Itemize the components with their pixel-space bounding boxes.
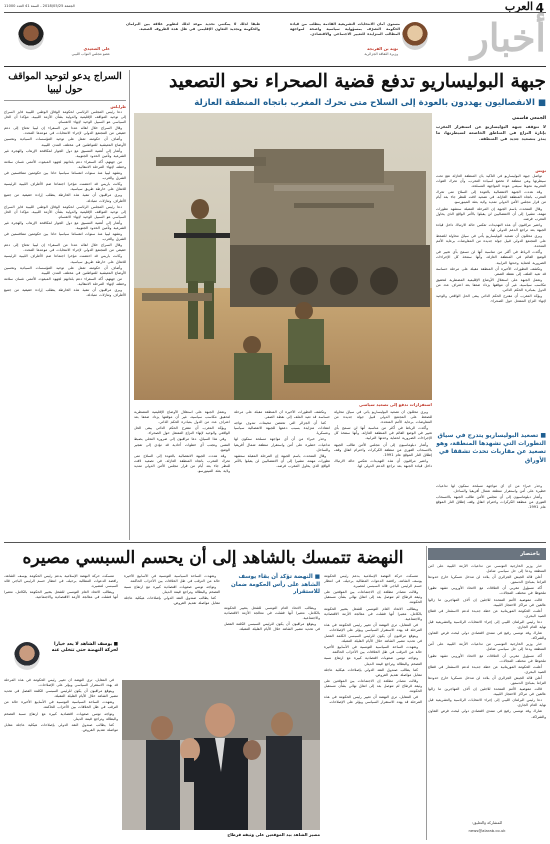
second-paragraph: كما يطالب صندوق النقد الدولي بإصلاحات هيكلية عاجلة مقابل مواصلة تقديم القروض. bbox=[324, 667, 422, 677]
lead-paragraph: ويرى محللون أن تصعيد البوليساريو يأتي في سياق محاولة للضغط على المجتمع الدولي قبيل جولة جديدة من المفاوضات برعاية الأمم المتحدة. bbox=[436, 234, 546, 249]
lead-paragraph: وقد هددت الجبهة الانفصالية بالعودة إلى السلاح متى تحرك المغرب باتجاه المنطقة العازلة، في تصعيد لافت للنظر جاء بعد أيام من قرار مجلس الأمن الدولي تمديد ولاية بعثة المينورسو. bbox=[134, 453, 230, 474]
second-paragraph: ويطالب الاتحاد العام التونسي للشغل بتغيير الحكومة بالكامل، معتبرا أنها فشلت في معالجة الأزمة الاقتصادية والاجتماعية. bbox=[4, 590, 118, 600]
briefs-list bbox=[428, 564, 546, 814]
second-paragraph: وتواجه تونس صعوبات اقتصادية كبيرة مع ارتفاع نسبة التضخم والبطالة وتراجع قيمة الدينار. bbox=[124, 585, 220, 595]
lead-paragraph: وقال المتحدث باسم الجبهة إن المرحلة المقبلة ستشهد تطورات مهمة، مشيرا إلى أن الانفصاليين لن يقبلوا بالأمر الواقع الذي يحاول المغرب فرضه. bbox=[234, 453, 330, 468]
brief-item: شارك وفد تونسي رفيع في منتدى اقتصادي دولي لبحث فرص التعاون والشراكة. bbox=[428, 709, 546, 719]
lead-paragraph: وقال المتحدث باسم الجبهة إن المرحلة المقبلة ستشهد تطورات مهمة، مشيرا إلى أن الانفصاليين لن يقبلوا بالأمر الواقع الذي يحاول المغرب فرضه. bbox=[436, 206, 546, 221]
second-col-a bbox=[324, 574, 422, 840]
second-paragraph: وقالت مصادر مطلعة إن الاجتماعات بين الموقعين على وثيقة قرطاج لم تتوصل بعد إلى اتفاق نهائي بشأن مستقبل الحكومة. bbox=[324, 590, 422, 605]
lead-paragraph: ويؤكد المغرب أن مقترح الحكم الذاتي يبقى الحل الواقعي والوحيد لإنهاء النزاع المفتعل حول الصحراء. bbox=[436, 294, 546, 304]
lead-col1-end bbox=[436, 484, 546, 540]
lead-photo-caption: استفزازات تدفع إلى تصعيد سياسي bbox=[359, 402, 432, 407]
brief-item: أعلن قائد الجيش الجزائري أن بلاده لن تتدخل عسكريا خارج حدودها التزاما بمبادئ الدستور. bbox=[428, 575, 546, 585]
libya-paragraph: وأضاف أن حكومته تعمل على توحيد المؤسسات السيادية وتحسين الأوضاع المعيشية للمواطنين في مختلف المدن الليبية. bbox=[4, 265, 126, 275]
masthead-bottom-rule bbox=[4, 66, 546, 67]
libya-dateline: طرابلس bbox=[110, 104, 126, 109]
brief-item: قالت مفوضية الأمم المتحدة للاجئين إن آلاف المهاجرين ما زالوا عالقين في مراكز الاحتجاز الليبية. bbox=[428, 597, 546, 607]
second-paragraph: وشهدت الساحة السياسية التونسية في الأسابيع الأخيرة حالة من الترقب في ظل الخلافات بين الأحزاب الحاكمة. bbox=[4, 700, 118, 710]
second-col-d bbox=[4, 574, 118, 638]
second-paragraph: وشهدت الساحة السياسية التونسية في الأسابيع الأخيرة حالة من الترقب في ظل الخلافات بين الأحزاب الحاكمة. bbox=[124, 574, 220, 584]
lead-paragraph: ويؤكد المغرب أن مقترح الحكم الذاتي يبقى الحل الواقعي والوحيد لإنهاء النزاع المفتعل حول الصحراء. bbox=[134, 426, 230, 436]
lead-paragraph: وأشار دبلوماسيون إلى أن مجلس الأمن طالب الجبهة بالانسحاب الفوري من منطقة الكركرات واحترام اتفاق وقف إطلاق النار الموقع عام 1991. bbox=[334, 442, 432, 457]
masthead-top-rule bbox=[4, 12, 546, 13]
libya-paragraph: وقال السراج خلال لقائه عددا من السفراء إن ليبيا تحتاج إلى دعم حقيقي من المجتمع الدولي لإجراء الانتخابات في موعدها المحدد. bbox=[4, 126, 126, 136]
lead-paragraph: وتكشف التطورات الأخيرة أن المنطقة مقبلة على مرحلة حساسة قد تعيد الملف إلى نقطة الصفر. bbox=[436, 266, 546, 276]
lead-paragraph: وتعمل الجبهة على استغلال الأوضاع الإقليمية المضطربة لتحقيق مكاسب سياسية، غير أن موقفها يزداد ضعفا بعد اعتراف عدد من الدول بمبادرة الحكم الذاتي. bbox=[436, 277, 546, 292]
libya-sidebar bbox=[4, 70, 126, 540]
lead-pullquote: ■ تصعيد البوليساريو يتدرج في سياق التطورات التي تشهدها المنطقة، وهو تصعيد عن مقاربات تحدث تشققا في الأوراق bbox=[436, 432, 546, 464]
second-paragraph: تمسكت حركة النهضة الإسلامية بدعم رئيس الحكومة يوسف الشاهد، رافضة الدعوات المطالبة برحيله، في انتظار حسم الرئيس الباجي قائد السبسي لمصيره. bbox=[324, 574, 422, 589]
lead-subhead: ■ الانفصاليون يهددون بالعودة إلى السلاح متى تحرك المغرب باتجاه المنطقة العازلة bbox=[194, 98, 546, 108]
brief-item: حذر وزير الخارجية التونسي من تداعيات الأزمة الليبية على أمن المنطقة ودعا إلى حل سياسي شامل. bbox=[428, 642, 546, 652]
section-title: أخبار bbox=[470, 15, 546, 60]
libya-headline: السراج يدعو لتوحيد المواقف حول ليبيا bbox=[8, 71, 122, 95]
lead-byline: الجمعي قاسمي bbox=[512, 116, 546, 121]
brand-logo: العرب bbox=[504, 0, 533, 13]
briefs-header-label: باختصار bbox=[520, 551, 540, 557]
lead-paragraph: وأكدت الرباط في أكثر من مناسبة أنها لن تسمح بأي تغيير في الوضع القائم في المنطقة العازلة، وأنها ستتخذ كل الإجراءات الضرورية لحماية وحدتها الترابية. bbox=[436, 250, 546, 265]
lead-col3 bbox=[234, 410, 330, 540]
lead-col1 bbox=[436, 174, 546, 428]
second-paragraph: وتواجه تونس صعوبات اقتصادية كبيرة مع ارتفاع نسبة التضخم والبطالة وتراجع قيمة الدينار. bbox=[324, 656, 422, 666]
lead-paragraph: وأكدت الرباط في أكثر من مناسبة أنها لن تسمح بأي تغيير في الوضع القائم في المنطقة العازلة، وأنها ستتخذ كل الإجراءات الضرورية لحماية وحدتها الترابية. bbox=[334, 426, 432, 441]
lead-story bbox=[134, 70, 546, 540]
lead-paragraph: وأشار دبلوماسيون إلى أن مجلس الأمن طالب الجبهة بالانسحاب الفوري من منطقة الكركرات واحترام اتفاق وقف إطلاق النار الموقع عام 1991. bbox=[436, 495, 546, 510]
lead-paragraph: واعتبر مراقبون أن هذه التهديدات تعكس حالة الارتباك داخل قيادة الجبهة بعد تراجع الدعم الدولي لها. bbox=[334, 458, 432, 468]
briefs-header bbox=[428, 548, 546, 560]
libya-paragraph: وأشار إلى أهمية التنسيق مع دول الجوار لمكافحة الإرهاب والهجرة غير الشرعية وتأمين الحدود الجنوبية. bbox=[4, 148, 126, 158]
masthead bbox=[0, 0, 550, 68]
lead-paragraph: وتكشف التطورات الأخيرة أن المنطقة مقبلة على مرحلة حساسة قد تعيد الملف إلى نقطة الصفر. bbox=[234, 410, 330, 420]
date-line: الجمعة 2018/05/25 - السنة 41 العدد 11000 bbox=[4, 4, 75, 8]
second-paragraph: ويطالب الاتحاد العام التونسي للشغل بتغيير الحكومة بالكامل، معتبرا أنها فشلت في معالجة الأزمة الاقتصادية والاجتماعية. bbox=[324, 606, 422, 621]
second-paragraph: ويتوقع مراقبون أن يكون للرئيس السبسي الكلمة الفصل في تحديد مصير الشاهد خلال الأيام القليلة المقبلة. bbox=[324, 634, 422, 644]
second-photo bbox=[122, 680, 320, 830]
libya-rule bbox=[4, 100, 126, 101]
libya-paragraph: وكانت باريس قد احتضنت مؤخرا اجتماعا ضم الأطراف الليبية الرئيسية للاتفاق على خارطة طريق سياسية. bbox=[4, 254, 126, 264]
lead-intro: لا تتوقف جبهة البوليساريو عن استفزاز المغرب بإثارة النزاع في المناطق الخاضعة لسيطرتها، ما ينذر بتصعيد جديد في المنطقة. bbox=[436, 124, 546, 141]
lead-paragraph: وقد هددت الجبهة الانفصالية بالعودة إلى السلاح متى تحرك المغرب باتجاه المنطقة العازلة، في تصعيد لافت للنظر جاء بعد أيام من قرار مجلس الأمن الدولي تمديد ولاية بعثة المينورسو. bbox=[436, 190, 546, 205]
second-paragraph: كما يطالب صندوق النقد الدولي بإصلاحات هيكلية عاجلة مقابل مواصلة تقديم القروض. bbox=[4, 722, 118, 732]
briefs-footer: للمشاركة والتعليق: bbox=[472, 820, 502, 825]
second-story bbox=[4, 546, 422, 842]
lead-col2 bbox=[334, 410, 432, 540]
brief-item: أعلنت الحكومة الموريتانية عن خطة جديدة لدعم الاستثمار في قطاع الصيد البحري. bbox=[428, 608, 546, 618]
lead-paragraph: واعتبر مراقبون أن هذه التهديدات تعكس حالة الارتباك داخل قيادة الجبهة بعد تراجع الدعم الدولي لها. bbox=[436, 222, 546, 232]
libya-paragraph: ويرى مراقبون أن تنفيذ هذه الخارطة يتطلب إرادة حقيقية من جميع الأطراف وتنازلات متبادلة. bbox=[4, 193, 126, 203]
lead-paragraph: وحذر خبراء من أن أي مواجهة مسلحة ستكون لها تداعيات خطيرة على أمن واستقرار منطقة شمال أفريقيا والساحل. bbox=[436, 484, 546, 494]
chahed-photo bbox=[122, 680, 320, 830]
sidebar-divider bbox=[129, 70, 130, 540]
second-photo-caption: مصير الشاهد بيد الموقعين على وثيقة قرطاج bbox=[227, 832, 320, 837]
second-col-e bbox=[4, 678, 118, 840]
quote2-role: عضو مجلس النواب الليبي bbox=[71, 52, 110, 56]
brief-item: أعلن قائد الجيش الجزائري أن بلاده لن تتدخل عسكريا خارج حدودها التزاما بمبادئ الدستور. bbox=[428, 675, 546, 685]
second-paragraph: ويطالب الاتحاد العام التونسي للشغل بتغيير الحكومة بالكامل، معتبرا أنها فشلت في معالجة الأزمة الاقتصادية والاجتماعية. bbox=[224, 606, 320, 621]
quote2-text: طبقاً لذلك لا يمكنني تحديد موعد لذلك لتطوير علاقة بين البرلمان والحكومة وتجديد التعاون الإقليمي في ظل هذه الظروف الصعبة. bbox=[126, 22, 260, 32]
lead-dateline: تونس bbox=[535, 168, 546, 173]
libya-paragraph: دعا رئيس المجلس الرئاسي لحكومة الوفاق الوطني الليبية فايز السراج إلى توحيد المواقف الإقليمية والدولية بشأن الأزمة الليبية، مؤكدا أن الحل السياسي هو السبيل الوحيد لإنهاء الانقسام. bbox=[4, 110, 126, 125]
second-headline: النهضة تتمسك بالشاهد إلى أن يحسم السبسي مصيره bbox=[22, 548, 404, 568]
second-col-c bbox=[124, 574, 220, 676]
lead-paragraph: وفي هذا السياق، دعا مراقبون إلى ضرورة التحلي بضبط النفس وتجنب أي خطوات أحادية قد تؤدي إلى تفجير الوضع. bbox=[134, 437, 230, 452]
quote1-name: نوبة بن الفرنجة bbox=[367, 46, 398, 51]
briefs-email-link[interactable]: news@alarab.co.uk bbox=[468, 828, 506, 833]
libya-paragraph: وأشار إلى أهمية التنسيق مع دول الجوار لمكافحة الإرهاب والهجرة غير الشرعية وتأمين الحدود الجنوبية. bbox=[4, 220, 126, 230]
lead-photo bbox=[134, 113, 432, 400]
second-paragraph: ويتوقع مراقبون أن يكون للرئيس السبسي الكلمة الفصل في تحديد مصير الشاهد خلال الأيام القليلة المقبلة. bbox=[4, 689, 118, 699]
second-paragraph: ويتوقع مراقبون أن يكون للرئيس السبسي الكلمة الفصل في تحديد مصير الشاهد خلال الأيام القليلة المقبلة. bbox=[224, 622, 320, 632]
libya-paragraph: وتشهد ليبيا منذ سنوات انقساما سياسيا حادا بين حكومتين متنافستين في الشرق والغرب. bbox=[4, 232, 126, 242]
libya-paragraph: من جهتهم، أكد السفراء دعم بلدانهم لجهود المبعوث الأممي غسان سلامة وخطته لإنهاء المرحلة الانتقالية. bbox=[4, 276, 126, 286]
libya-body bbox=[4, 110, 126, 538]
columnist-avatar bbox=[402, 22, 428, 50]
second-col-b bbox=[224, 606, 320, 676]
lead-paragraph: وحذر خبراء من أن أي مواجهة مسلحة ستكون لها تداعيات خطيرة على أمن واستقرار منطقة شمال أفريقيا والساحل. bbox=[234, 437, 330, 452]
libya-paragraph: دعا رئيس المجلس الرئاسي لحكومة الوفاق الوطني الليبية فايز السراج إلى توحيد المواقف الإقليمية والدولية بشأن الأزمة الليبية، مؤكدا أن الحل السياسي هو السبيل الوحيد لإنهاء الانقسام. bbox=[4, 204, 126, 219]
brief-item: أعلنت الحكومة الموريتانية عن خطة جديدة لدعم الاستثمار في قطاع الصيد البحري. bbox=[428, 664, 546, 674]
libya-paragraph: من جهتهم، أكد السفراء دعم بلدانهم لجهود المبعوث الأممي غسان سلامة وخطته لإنهاء المرحلة الانتقالية. bbox=[4, 159, 126, 169]
lead-paragraph: ويرى محللون أن تصعيد البوليساريو يأتي في سياق محاولة للضغط على المجتمع الدولي قبيل جولة جديدة من المفاوضات برعاية الأمم المتحدة. bbox=[334, 410, 432, 425]
second-paragraph: تمسكت حركة النهضة الإسلامية بدعم رئيس الحكومة يوسف الشاهد، رافضة الدعوات المطالبة برحيله، في انتظار حسم الرئيس الباجي قائد السبسي لمصيره. bbox=[4, 574, 118, 589]
brief-item: شارك وفد تونسي رفيع في منتدى اقتصادي دولي لبحث فرص التعاون والشراكة. bbox=[428, 631, 546, 641]
chahed-avatar bbox=[14, 642, 40, 670]
quote1-role: وزيرة الثقافة الجزائرية bbox=[364, 52, 398, 56]
brief-item: أكد مسؤول مغربي أن العلاقات مع الاتحاد الأوروبي تشهد تطورا ملحوظا في مختلف المجالات. bbox=[428, 653, 546, 663]
lead-paragraph: تواصل جبهة البوليساريو في التأكيد بأن المنطقة العازلة تقع تحت سيطرتها وهي منطقة لا تخضع لسيادة المغرب، وأن تحرك القوات المغربية نحوها سيعني عودة المواجهة المسلحة. bbox=[436, 174, 546, 189]
second-paragraph: وشهدت الساحة السياسية التونسية في الأسابيع الأخيرة حالة من الترقب في ظل الخلافات بين الأحزاب الحاكمة. bbox=[324, 645, 422, 655]
second-paragraph: كما يطالب صندوق النقد الدولي بإصلاحات هيكلية عاجلة مقابل مواصلة تقديم القروض. bbox=[124, 596, 220, 606]
briefs-divider bbox=[426, 546, 427, 840]
libya-paragraph: وكانت باريس قد احتضنت مؤخرا اجتماعا ضم الأطراف الليبية الرئيسية للاتفاق على خارطة طريق سياسية. bbox=[4, 182, 126, 192]
second-paragraph: في المقابل، ترى النهضة أن تغيير رئيس الحكومة في هذه المرحلة قد يهدد الاستقرار السياسي ويؤثر على الإصلاحات. bbox=[324, 622, 422, 632]
brief-item: قالت مفوضية الأمم المتحدة للاجئين إن آلاف المهاجرين ما زالوا عالقين في مراكز الاحتجاز الليبية. bbox=[428, 687, 546, 697]
brief-item: أكد مسؤول مغربي أن العلاقات مع الاتحاد الأوروبي تشهد تطورا ملحوظا في مختلف المجالات. bbox=[428, 586, 546, 596]
second-pullquote: ■ النهضة تؤكد أن بقاء يوسف الشاهد على رأس الحكومة ضمان للاستقرار bbox=[230, 574, 320, 596]
libya-paragraph: وقال السراج خلال لقائه عددا من السفراء إن ليبيا تحتاج إلى دعم حقيقي من المجتمع الدولي لإجراء الانتخابات في موعدها المحدد. bbox=[4, 243, 126, 253]
libya-paragraph: ويرى مراقبون أن تنفيذ هذه الخارطة يتطلب إرادة حقيقية من جميع الأطراف وتنازلات متبادلة. bbox=[4, 288, 126, 298]
section-divider bbox=[4, 542, 546, 543]
brief-item: دعا رئيس البرلمان الليبي إلى إجراء الانتخابات الرئاسية والتشريعية قبل نهاية العام الجاري. bbox=[428, 698, 546, 708]
second-side-quote: ■ يوسف الشاهد لا يعد خيارا لحركة النهضة حتى تتخلى عنه bbox=[51, 642, 118, 654]
politician-avatar bbox=[18, 22, 44, 50]
second-paragraph: في المقابل، ترى النهضة أن تغيير رئيس الحكومة في هذه المرحلة قد يهدد الاستقرار السياسي ويؤثر على الإصلاحات. bbox=[4, 678, 118, 688]
soldiers-tank-photo bbox=[134, 113, 432, 400]
second-paragraph: في المقابل، ترى النهضة أن تغيير رئيس الحكومة في هذه المرحلة قد يهدد الاستقرار السياسي ويؤثر على الإصلاحات. bbox=[324, 695, 422, 705]
lead-paragraph: وتعمل الجبهة على استغلال الأوضاع الإقليمية المضطربة لتحقيق مكاسب سياسية، غير أن موقفها يزداد ضعفا بعد اعتراف عدد من الدول بمبادرة الحكم الذاتي. bbox=[134, 410, 230, 425]
briefs-box bbox=[428, 548, 546, 840]
quote1-text: مستوى أمان الانتخابات التشريعية القادمة يتطلب من قيادة الحكومة التصرّف بمسؤولية سياسية واضحة لمواجهة المطالب المتزايدة للتغيير الاجتماعي والاقتصادي. bbox=[290, 22, 400, 37]
lead-headline: جبهة البوليساريو تدفع قضية الصحراء نحو التصعيد bbox=[168, 71, 546, 92]
brief-item: دعا رئيس البرلمان الليبي إلى إجراء الانتخابات الرئاسية والتشريعية قبل نهاية العام الجاري. bbox=[428, 619, 546, 630]
brief-item: حذر وزير الخارجية التونسي من تداعيات الأزمة الليبية على أمن المنطقة ودعا إلى حل سياسي شامل. bbox=[428, 564, 546, 574]
page-number: 4 bbox=[535, 1, 544, 15]
libya-paragraph: وأضاف أن حكومته تعمل على توحيد المؤسسات السيادية وتحسين الأوضاع المعيشية للمواطنين في مختلف المدن الليبية. bbox=[4, 137, 126, 147]
lead-col4 bbox=[134, 410, 230, 540]
second-paragraph: وقالت مصادر مطلعة إن الاجتماعات بين الموقعين على وثيقة قرطاج لم تتوصل بعد إلى اتفاق نهائي بشأن مستقبل الحكومة. bbox=[324, 678, 422, 693]
quote2-name: علي الصعيدي bbox=[83, 46, 110, 51]
libya-paragraph: وتشهد ليبيا منذ سنوات انقساما سياسيا حادا بين حكومتين متنافستين في الشرق والغرب. bbox=[4, 171, 126, 181]
second-paragraph: وتواجه تونس صعوبات اقتصادية كبيرة مع ارتفاع نسبة التضخم والبطالة وتراجع قيمة الدينار. bbox=[4, 711, 118, 721]
lead-paragraph: كما أن الجزائر التي تحتضن مخيمات تندوف تواجه انتقادات متزايدة بسبب دعمها للجبهة الانفصالية سياسيا وعسكريا. bbox=[234, 421, 330, 436]
